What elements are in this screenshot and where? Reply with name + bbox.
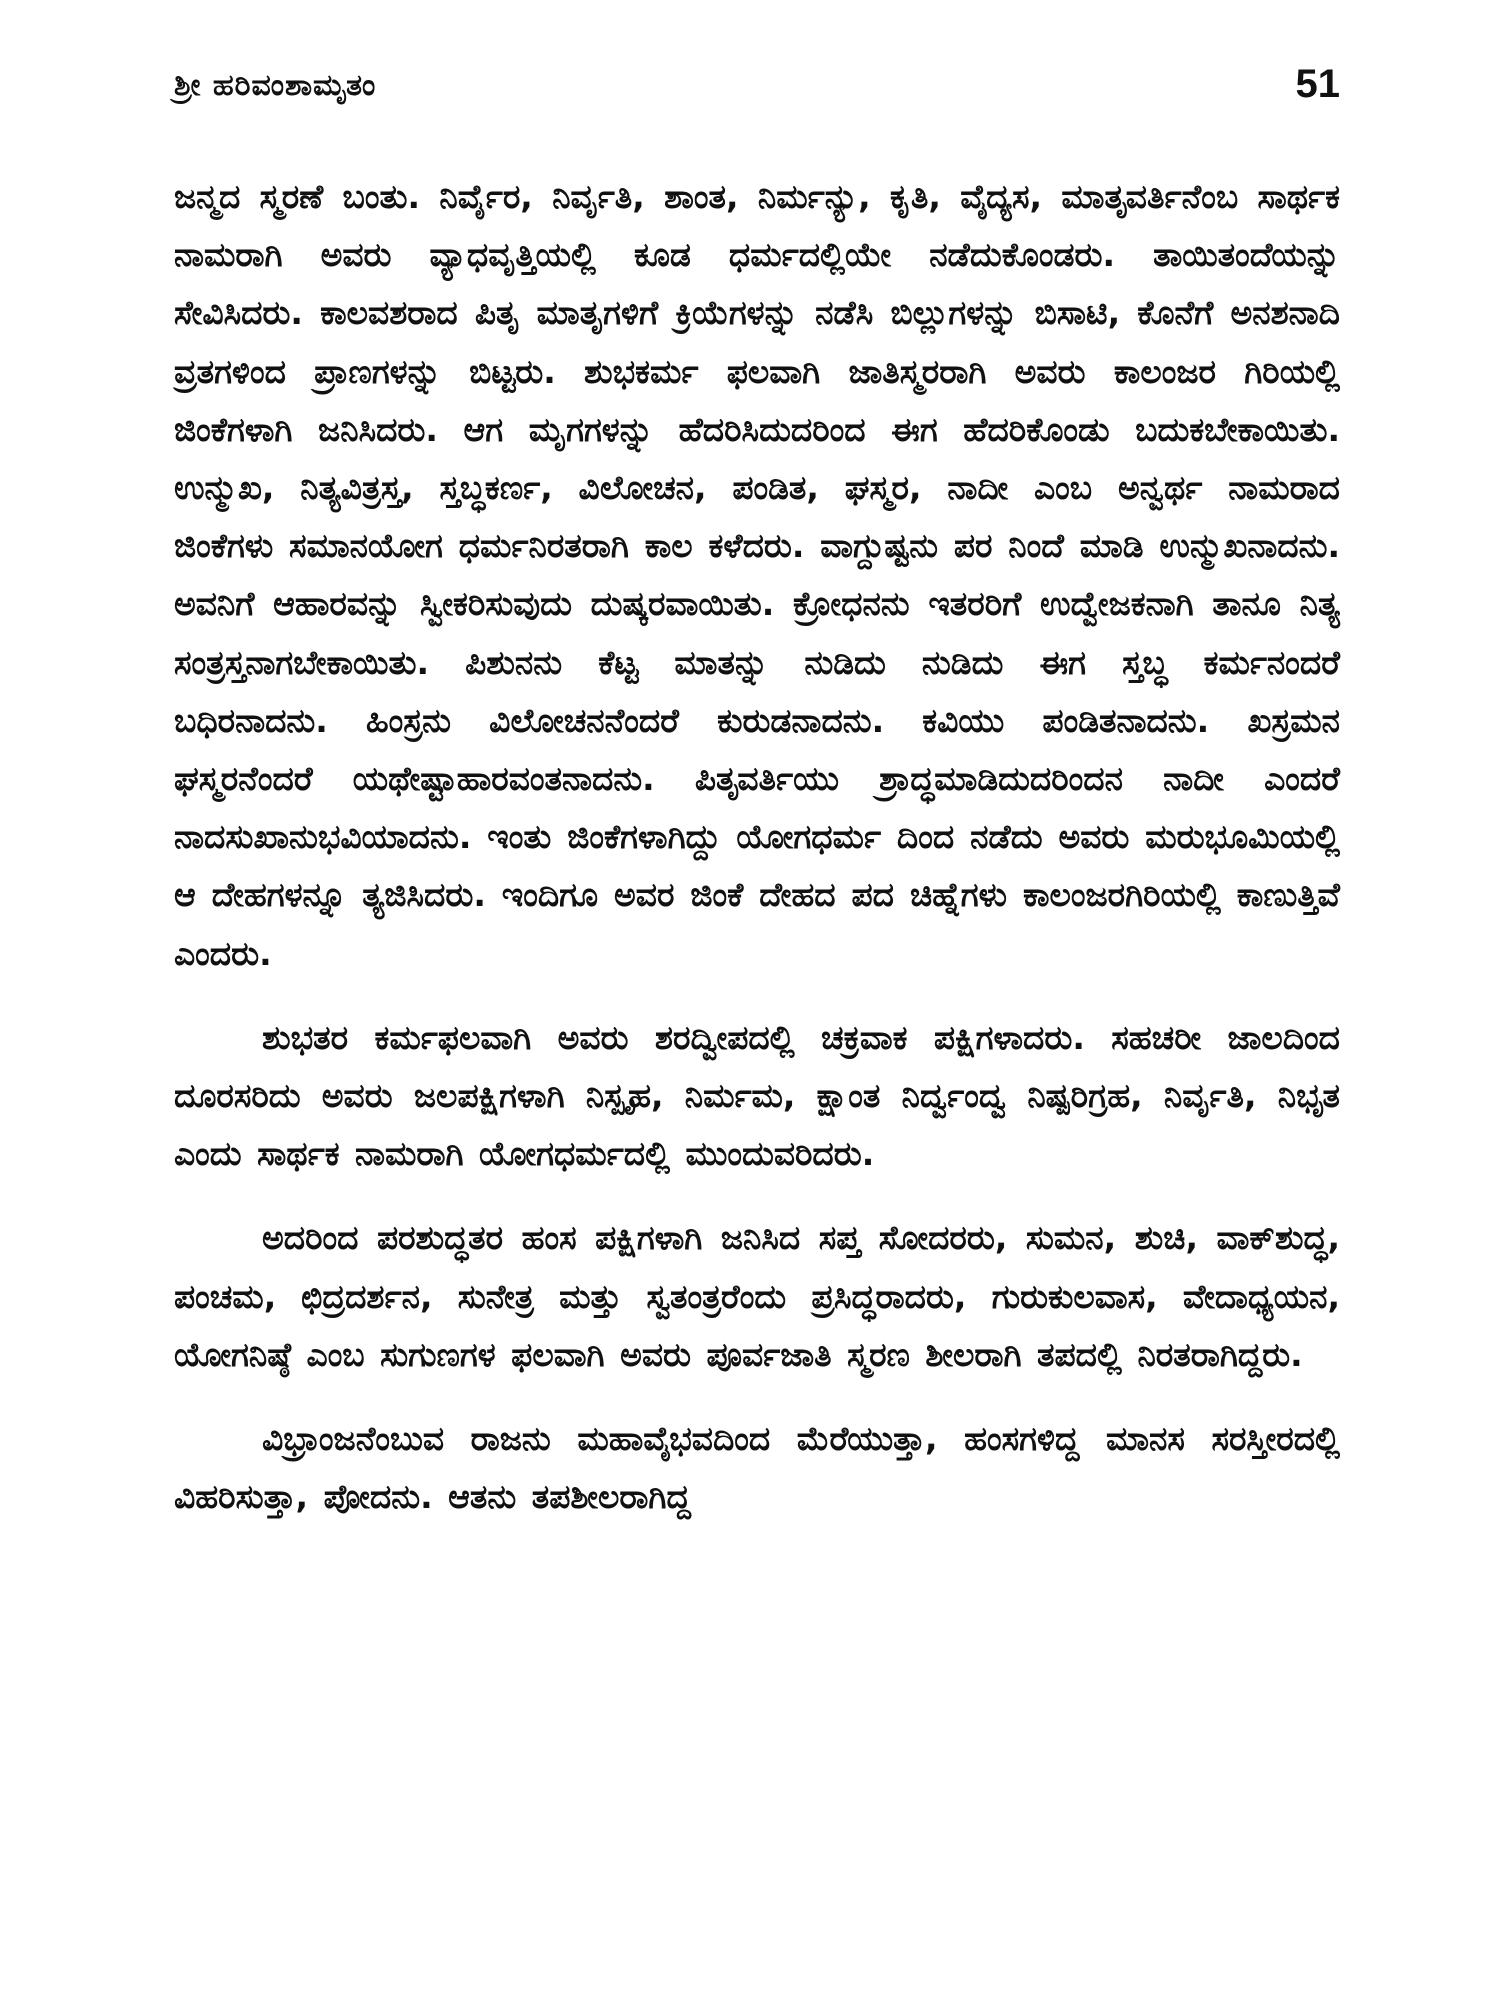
paragraph-swan-birds: ಅದರಿಂದ ಪರಶುದ್ಧತರ ಹಂಸ ಪಕ್ಷಿಗಳಾಗಿ ಜನಿಸಿದ ಸಪ್ತ ಸೋದರರು, ಸುಮನ, ಶುಚಿ, ವಾಕ್‌ಶುದ್ಧ, ಪಂಚಮ, ಛಿದ್ರದರ್ಶನ, ಸುನೇತ್ರ ಮತ್ತು ಸ್ವತಂತ್ರರೆಂದು ಪ್ರಸಿದ್ಧರಾದರು, ಗುರುಕುಲವಾಸ, ವೇದಾಧ್ಯಯನ, ಯೋಗನಿಷ್ಠೆ ಎಂಬ ಸುಗುಣಗಳ ಫಲವಾಗಿ ಅವರು ಪೂರ್ವಜಾತಿ ಸ್ಮರಣ ಶೀಲರಾಗಿ ತಪದಲ್ಲಿ ನಿರತರಾಗಿದ್ದರು. [174,1218,1340,1374]
paragraph-deer-birth: ಜನ್ಮದ ಸ್ಮರಣೆ ಬಂತು. ನಿರ್ವೈರ, ನಿರ್ವೃತಿ, ಶಾಂತ, ನಿರ್ಮನ್ಯು, ಕೃತಿ, ವೈದ್ಯಸ, ಮಾತೃವರ್ತಿನೆಂಬ ಸಾರ್ಥಕ ನಾಮರಾಗಿ ಅವರು ವ್ಯಾಧವೃತ್ತಿಯಲ್ಲಿ ಕೂಡ ಧರ್ಮದಲ್ಲಿಯೇ ನಡೆದುಕೊಂಡರು. ತಾಯಿತಂದೆಯನ್ನು ಸೇವಿಸಿದರು. ಕಾಲವಶರಾದ ಪಿತೃ ಮಾತೃಗಳಿಗೆ ಕ್ರಿಯೆಗಳನ್ನು ನಡೆಸಿ ಬಿಲ್ಲುಗಳನ್ನು ಬಿಸಾಟಿ, ಕೊನೆಗೆ ಅನಶನಾದಿ ವ್ರತಗಳಿಂದ ಪ್ರಾಣಗಳನ್ನು ಬಿಟ್ಟರು. ಶುಭಕರ್ಮ ಫಲವಾಗಿ ಜಾತಿಸ್ಮರರಾಗಿ ಅವರು ಕಾಲಂಜರ ಗಿರಿಯಲ್ಲಿ ಜಿಂಕೆಗಳಾಗಿ ಜನಿಸಿದರು. ಆಗ ಮೃಗಗಳನ್ನು ಹೆದರಿಸಿದುದರಿಂದ ಈಗ ಹೆದರಿಕೊಂಡು ಬದುಕಬೇಕಾಯಿತು. ಉನ್ಮುಖ, ನಿತ್ಯವಿತ್ರಸ್ತ, ಸ್ತಬ್ಧಕರ್ಣ, ವಿಲೋಚನ, ಪಂಡಿತ, ಘಸ್ಮರ, ನಾದೀ ಎಂಬ ಅನ್ವರ್ಥ ನಾಮರಾದ ಜಿಂಕೆಗಳು ಸಮಾನಯೋಗ ಧರ್ಮನಿರತರಾಗಿ ಕಾಲ ಕಳೆದರು. ವಾಗ್ದುಷ್ಟನು ಪರ ನಿಂದೆ ಮಾಡಿ ಉನ್ಮುಖನಾದನು. ಅವನಿಗೆ ಆಹಾರವನ್ನು ಸ್ವೀಕರಿಸುವುದು ದುಷ್ಕರವಾಯಿತು. ಕ್ರೋಧನನು ಇತರರಿಗೆ ಉದ್ವೇಜಕನಾಗಿ ತಾನೂ ನಿತ್ಯ ಸಂತ್ರಸ್ತನಾಗಬೇಕಾಯಿತು. ಪಿಶುನನು ಕೆಟ್ಟ ಮಾತನ್ನು ನುಡಿದು ನುಡಿದು ಈಗ ಸ್ತಬ್ಧ ಕರ್ಮನಂದರೆ ಬಧಿರನಾದನು. ಹಿಂಸ್ರನು ವಿಲೋಚನನೆಂದರೆ ಕುರುಡನಾದನು. ಕವಿಯು ಪಂಡಿತನಾದನು. ಖಸ್ರಮನ ಘಸ್ಮರನೆಂದರೆ ಯಥೇಷ್ಟಾಹಾರವಂತನಾದನು. ಪಿತೃವರ್ತಿಯು ಶ್ರಾದ್ಧಮಾಡಿದುದರಿಂದನ ನಾದೀ ಎಂದರೆ ನಾದಸುಖಾನುಭವಿಯಾದನು. ಇಂತು ಜಿಂಕೆಗಳಾಗಿದ್ದು ಯೋಗಧರ್ಮ ದಿಂದ ನಡೆದು ಅವರು ಮರುಭೂಮಿಯಲ್ಲಿ ಆ ದೇಹಗಳನ್ನೂ ತ್ಯಜಿಸಿದರು. ಇಂದಿಗೂ ಅವರ ಜಿಂಕೆ ದೇಹದ ಪದ ಚಿಹ್ನೆಗಳು ಕಾಲಂಜರಗಿರಿಯಲ್ಲಿ ಕಾಣುತ್ತಿವೆ ಎಂದರು. [174,177,1340,973]
running-header [174,62,1340,114]
page-number: 51 [1295,62,1340,106]
paragraph-king-vibhranja: ವಿಭ್ರಾಂಜನೆಂಬುವ ರಾಜನು ಮಹಾವೈಭವದಿಂದ ಮೆರೆಯುತ್ತಾ, ಹಂಸಗಳಿದ್ದ ಮಾನಸ ಸರಸ್ತೀರದಲ್ಲಿ ವಿಹರಿಸುತ್ತಾ, ಪೋದನು. ಆತನು ತಪಶೀಲರಾಗಿದ್ದ [174,1419,1340,1517]
book-title: ಶ್ರೀ ಹರಿವಂಶಾಮೃತಂ [174,68,377,103]
paragraph-chakravaka-birds: ಶುಭತರ ಕರ್ಮಫಲವಾಗಿ ಅವರು ಶರದ್ವೀಪದಲ್ಲಿ ಚಕ್ರವಾಕ ಪಕ್ಷಿಗಳಾದರು. ಸಹಚರೀ ಜಾಲದಿಂದ ದೂರಸರಿದು ಅವರು ಜಲಪಕ್ಷಿಗಳಾಗಿ ನಿಸ್ಪೃಹ, ನಿರ್ಮಮ, ಕ್ಷಾಂತ ನಿರ್ದ್ವಂದ್ವ ನಿಷ್ಪರಿಗ್ರಹ, ನಿರ್ವೃತಿ, ನಿಭೃತ ಎಂದು ಸಾರ್ಥಕ ನಾಮರಾಗಿ ಯೋಗಧರ್ಮದಲ್ಲಿ ಮುಂದುವರಿದರು. [174,1017,1340,1174]
body-text [174,168,1340,1552]
